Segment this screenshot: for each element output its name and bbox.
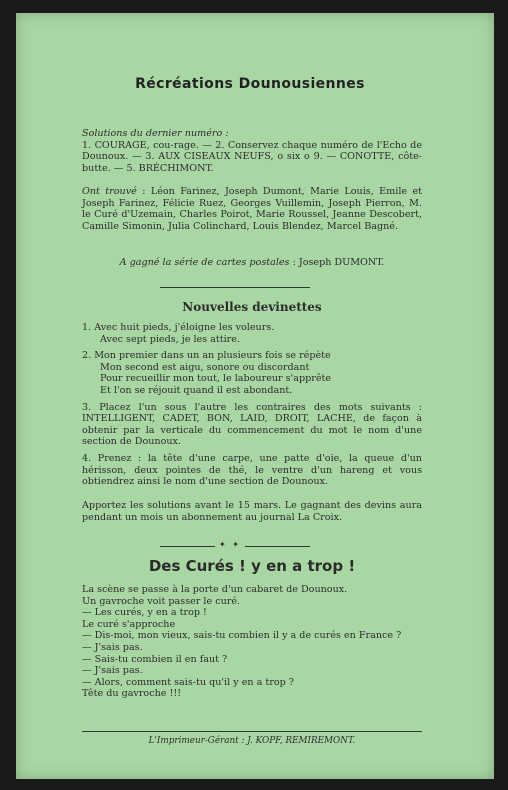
divider [160, 287, 310, 288]
riddle-line: 1. Avec huit pieds, j'éloigne les voleurs. [82, 322, 275, 333]
riddle-line: Et l'on se réjouit quand il est abondant. [100, 384, 293, 396]
riddle-line: 4. Prenez : la tête d'une carpe, une patte d'oie, la queue d'un hérisson, deux pointes de thé, le ventre d'un hareng et vous obtiendrez ainsi le nom d'une section de Dounoux. [82, 452, 422, 488]
found-heading: Ont trouvé [82, 186, 137, 197]
prize-text: A gagné la série de cartes postales [119, 257, 290, 268]
riddle-line: Avec sept pieds, je les attire. [100, 333, 240, 345]
footer-rule [82, 731, 422, 732]
story-heading: Des Curés ! y en a trop ! [148, 557, 356, 575]
story-line: — Sais-tu combien il en faut ? [82, 653, 228, 665]
ornament-divider [160, 546, 310, 547]
riddles-list [82, 322, 422, 488]
printer-footer: L'Imprimeur-Gérant : J. KOPF, REMIREMONT. [148, 736, 356, 746]
riddle-line: Pour recueillir mon tout, le laboureur s'apprête [100, 373, 332, 385]
story-line: Tête du gavroche !!! [82, 688, 182, 700]
new-riddles-heading: Nouvelles devinettes [182, 300, 322, 314]
deadline-note: Apportez les solutions avant le 15 mars. Le gagnant des devins aura pendant un mois un abonnement au journal La Croix. [82, 500, 422, 523]
story-text [82, 584, 422, 700]
story-line: — J'sais pas. [82, 641, 143, 653]
story-line: Un gavroche voit passer le curé. [82, 595, 241, 607]
riddle-line: Mon second est aigu, sonore ou discordant [100, 361, 310, 373]
found-text: : Léon Farinez, Joseph Dumont, Marie Louis, Emile et Joseph Farinez, Félicie Ruez, Georges Vuillemin, Joseph Pierron, M. le Curé d'Uzemain, Charles Poirot, Marie Roussel, Jeanne Descobert, Camille Simonin, Julia Colinchard, Louis Blendez, Marcel Bagné. [82, 186, 422, 232]
riddle-line: 3. Placez l'un sous l'autre les contraires des mots suivants : INTELLIGENT, CADET, BON, LAID, DROIT, LACHE, de façon à obtenir par la verticale du commencement du mot le nom d'une section de Dounoux. [82, 401, 422, 448]
story-line: — Les curés, y en a trop ! [82, 607, 207, 619]
prize-line [82, 257, 422, 269]
found-section [82, 186, 422, 232]
riddle-line: 2. Mon premier dans un an plusieurs fois se répète [82, 350, 331, 362]
story-line: Le curé s'approche [82, 618, 176, 630]
story-line: La scène se passe à la porte d'un cabaret de Dounoux. [82, 584, 348, 595]
story-line: — Dis-moi, mon vieux, sais-tu combien il y a de curés en France ? [82, 630, 402, 642]
story-line: — J'sais pas. [82, 665, 143, 677]
solutions-section [82, 128, 422, 174]
solutions-text: 1. COURAGE, cou-rage. — 2. Conservez chaque numéro de l'Echo de Dounoux. — 3. AUX CISEAUX NEUFS, o six o 9. — CONOTTE, côte-butte. — 5. BRÉCHIMONT. [82, 139, 422, 174]
solutions-heading: Solutions du dernier numéro : [82, 128, 229, 139]
story-line: — Alors, comment sais-tu qu'il y en a trop ? [82, 676, 294, 688]
prize-winner: : Joseph DUMONT. [292, 257, 385, 268]
page-title: Récréations Dounousiennes [135, 76, 365, 92]
